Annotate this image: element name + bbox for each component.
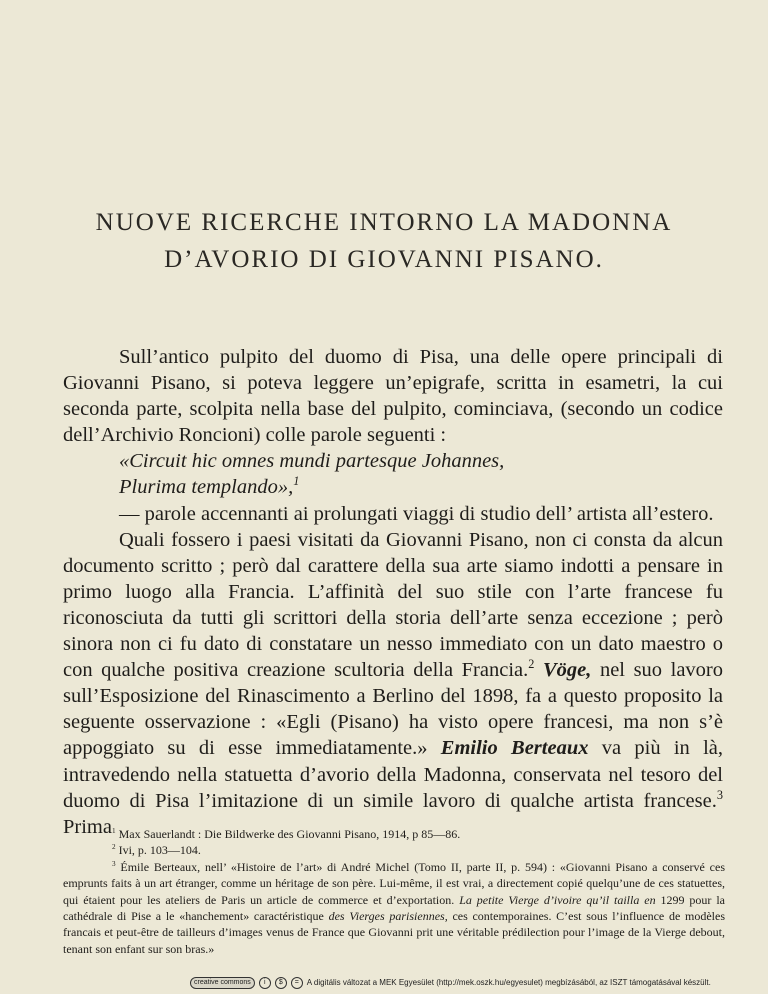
- footnote-2-mark: 2: [112, 843, 116, 852]
- footnote-3-italic: La petite Vierge d’ivoire qu’il tailla en: [459, 892, 656, 907]
- quote-line-2-text: Plurima templando»,: [119, 476, 294, 499]
- article-title: [0, 204, 768, 278]
- footnote-2-text: Ivi, p. 103—104.: [118, 843, 201, 858]
- cc-nd-icon: =: [291, 977, 303, 989]
- paragraph-3: [63, 527, 723, 840]
- footnote-3-text-a: Émile Berteaux, nell’ «Histoire de l’art» di André Michel (Tomo II, parte II, p. 594) : «Giovanni Pisano a conservé ces emprunts faits à un art étranger, comme un héritage de son père. Lui-même, il est vrai, a directement copié quelqu’une de ces statuettes, qui étaient pour les ateliers de Paris un article de commerce et d’exportation.: [63, 859, 725, 907]
- footnote-ref-2: 2: [528, 657, 535, 672]
- footnotes: [63, 826, 725, 957]
- article-body: [63, 344, 723, 840]
- author-name-berteaux: Emilio Berteaux: [440, 737, 589, 760]
- footnote-2: [63, 842, 725, 858]
- quote-line-2: [119, 474, 723, 500]
- paragraph-3-part-b: nel suo lavoro sull’Esposizione del Rinascimento a Berlino del 1898, fa a questo proposito la seguente osservazione : «Egli (Pisano) ha visto opere francesi, ma non s’è appoggiato su di esse immediatamente.»: [63, 659, 723, 760]
- footnote-3-mark: 3: [112, 859, 116, 868]
- cc-nc-icon: $: [275, 977, 287, 989]
- license-bar: [190, 976, 711, 989]
- title-line-2: D’AVORIO DI GIOVANNI PISANO.: [164, 246, 604, 273]
- paragraph-3-part-d: Prima: [63, 815, 112, 838]
- license-text: A digitális változat a MEK Egyesület (http://mek.oszk.hu/egyesulet) megbízásából, az ISZT támogatásával készült.: [306, 978, 711, 987]
- author-name-voge: Vöge,: [542, 659, 592, 682]
- footnote-1-text: Max Sauerlandt : Die Bildwerke des Giovanni Pisano, 1914, p 85—86.: [118, 827, 461, 841]
- paragraph-2: — parole accennanti ai prolungati viaggi di studio dell’ artista all’estero.: [119, 502, 714, 525]
- footnote-3: [63, 859, 725, 957]
- creative-commons-logo: creative commons: [190, 977, 255, 989]
- paragraph-3-part-c: va più in là, intravedendo nella statuetta d’avorio della Madonna, conservata nel tesoro del duomo di Pisa l’imitazione di un simile lavoro di qualche artista francese.: [63, 737, 724, 812]
- footnote-3-text-b: 1299 pour la cathédrale di Pise a le «hanchement» caractéristique: [63, 892, 725, 924]
- footnote-1-mark: 1: [112, 827, 116, 835]
- paragraph-1: Sull’antico pulpito del duomo di Pisa, una delle opere principali di Giovanni Pisano, si poteva leggere un’epigrafe, scritta in esametri, la cui seconda parte, scolpita nella base del pulpito, cominciava, (secondo un codice dell’Archivio Roncioni) colle parole seguenti :: [63, 346, 723, 447]
- footnote-ref-3: 3: [716, 787, 723, 802]
- footnote-3-text-c: ces contemporaines. C’est sous l’influence de modèles francais et peut-être de tailleurs d’images venus de France que Giovanni prit une véritable prédilection pour l’image de la Vierge debout, tenant son enfant sur son bras.»: [63, 909, 726, 956]
- footnote-1: [63, 826, 725, 842]
- footnote-ref-1: 1: [293, 474, 300, 489]
- footnote-3-italic-2: des Vierges parisiennes,: [328, 909, 448, 924]
- cc-by-icon: i: [259, 977, 271, 989]
- paragraph-3-part-a: Quali fossero i paesi visitati da Giovanni Pisano, non ci consta da alcun documento scritto ; però dal carattere della sua arte siamo indotti a pensare in primo luogo alla Francia. L’affinità del suo stile con l’arte francese fu riconosciuta da tutti gli scrittori della storia dell’arte senza eccezione ; però sinora non ci fu dato di constatare un nesso immediato con un dato maestro o con qualche positiva creazione scultoria della Francia.: [63, 528, 723, 682]
- latin-quote: [63, 448, 723, 500]
- quote-line-1: «Circuit hic omnes mundi partesque Johannes,: [119, 450, 505, 473]
- title-line-1: NUOVE RICERCHE INTORNO LA MADONNA: [95, 209, 673, 236]
